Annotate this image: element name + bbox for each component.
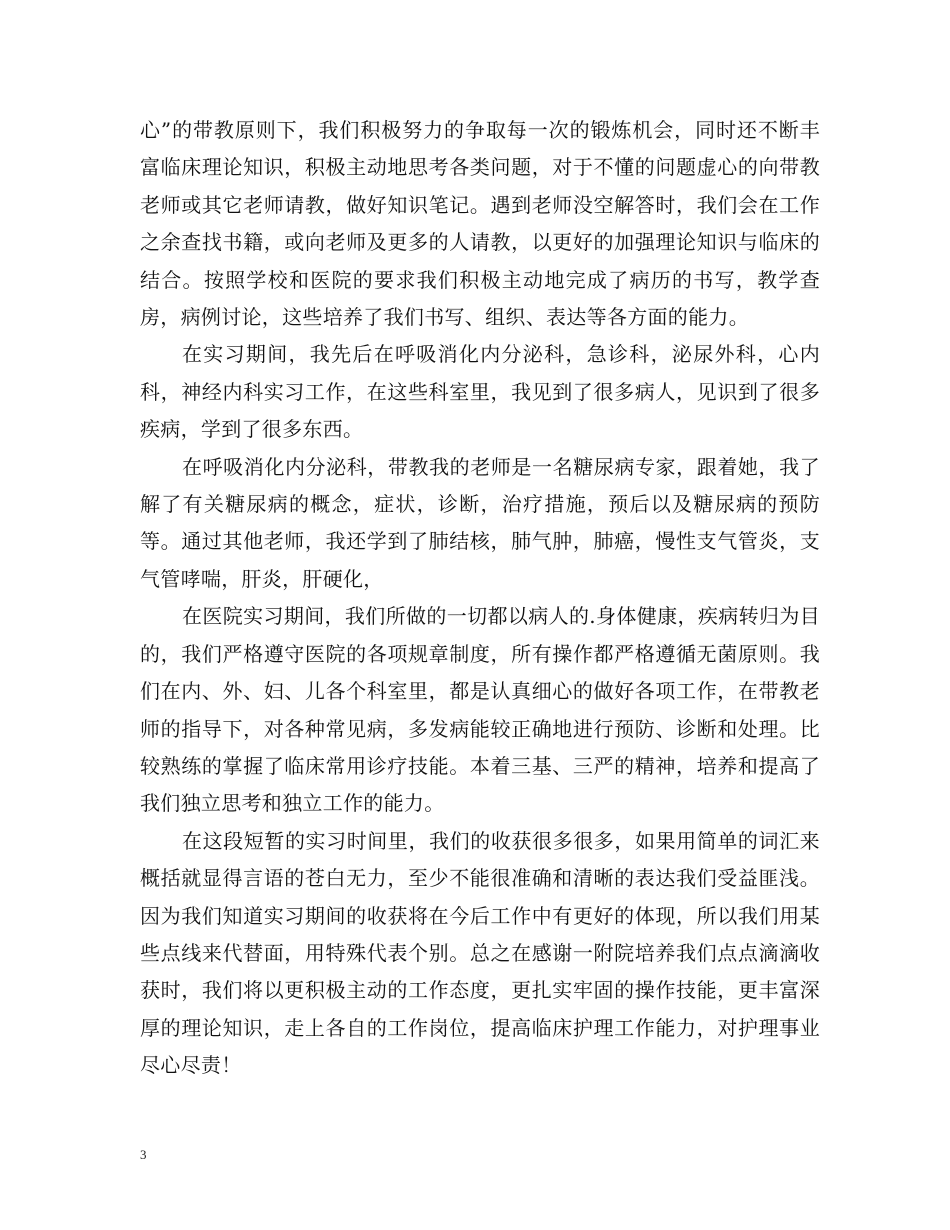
paragraph-5: 在这段短暂的实习时间里，我们的收获很多很多，如果用简单的词汇来概括就显得言语的苍白无力，至少不能很准确和清晰的表达我们受益匪浅。因为我们知道实习期间的收获将在今后工作中有更好的体现，所以我们用某些点线来代替面，用特殊代表个别。总之在感谢一附院培养我们点点滴滴收获时，我们将以更积极主动的工作态度，更扎实牢固的操作技能，更丰富深厚的理论知识，走上各自的工作岗位，提高临床护理工作能力，对护理事业尽心尽责！ [140, 828, 820, 1078]
document-body [140, 112, 820, 1085]
paragraph-3: 在呼吸消化内分泌科，带教我的老师是一名糖尿病专家，跟着她，我了解了有关糖尿病的概念，症状，诊断，治疗措施，预后以及糖尿病的预防等。通过其他老师，我还学到了肺结核，肺气肿，肺癌，慢性支气管炎，支气管哮喘，肝炎，肝硬化， [140, 454, 820, 591]
paragraph-4: 在医院实习期间，我们所做的一切都以病人的.身体健康，疾病转归为目的，我们严格遵守医院的各项规章制度，所有操作都严格遵循无菌原则。我们在内、外、妇、儿各个科室里，都是认真细心的做好各项工作，在带教老师的指导下，对各种常见病，多发病能较正确地进行预防、诊断和处理。比较熟练的掌握了临床常用诊疗技能。本着三基、三严的精神，培养和提高了我们独立思考和独立工作的能力。 [140, 604, 820, 816]
paragraph-1: 心”的带教原则下，我们积极努力的争取每一次的锻炼机会，同时还不断丰富临床理论知识，积极主动地思考各类问题，对于不懂的问题虚心的向带教老师或其它老师请教，做好知识笔记。遇到老师没空解答时，我们会在工作之余查找书籍，或向老师及更多的人请教，以更好的加强理论知识与临床的结合。按照学校和医院的要求我们积极主动地完成了病历的书写，教学查房，病例讨论，这些培养了我们书写、组织、表达等各方面的能力。 [140, 118, 820, 330]
paragraph-2: 在实习期间，我先后在呼吸消化内分泌科，急诊科，泌尿外科，心内科，神经内科实习工作，在这些科室里，我见到了很多病人，见识到了很多疾病，学到了很多东西。 [140, 342, 820, 442]
page-number: 3 [140, 1147, 147, 1162]
